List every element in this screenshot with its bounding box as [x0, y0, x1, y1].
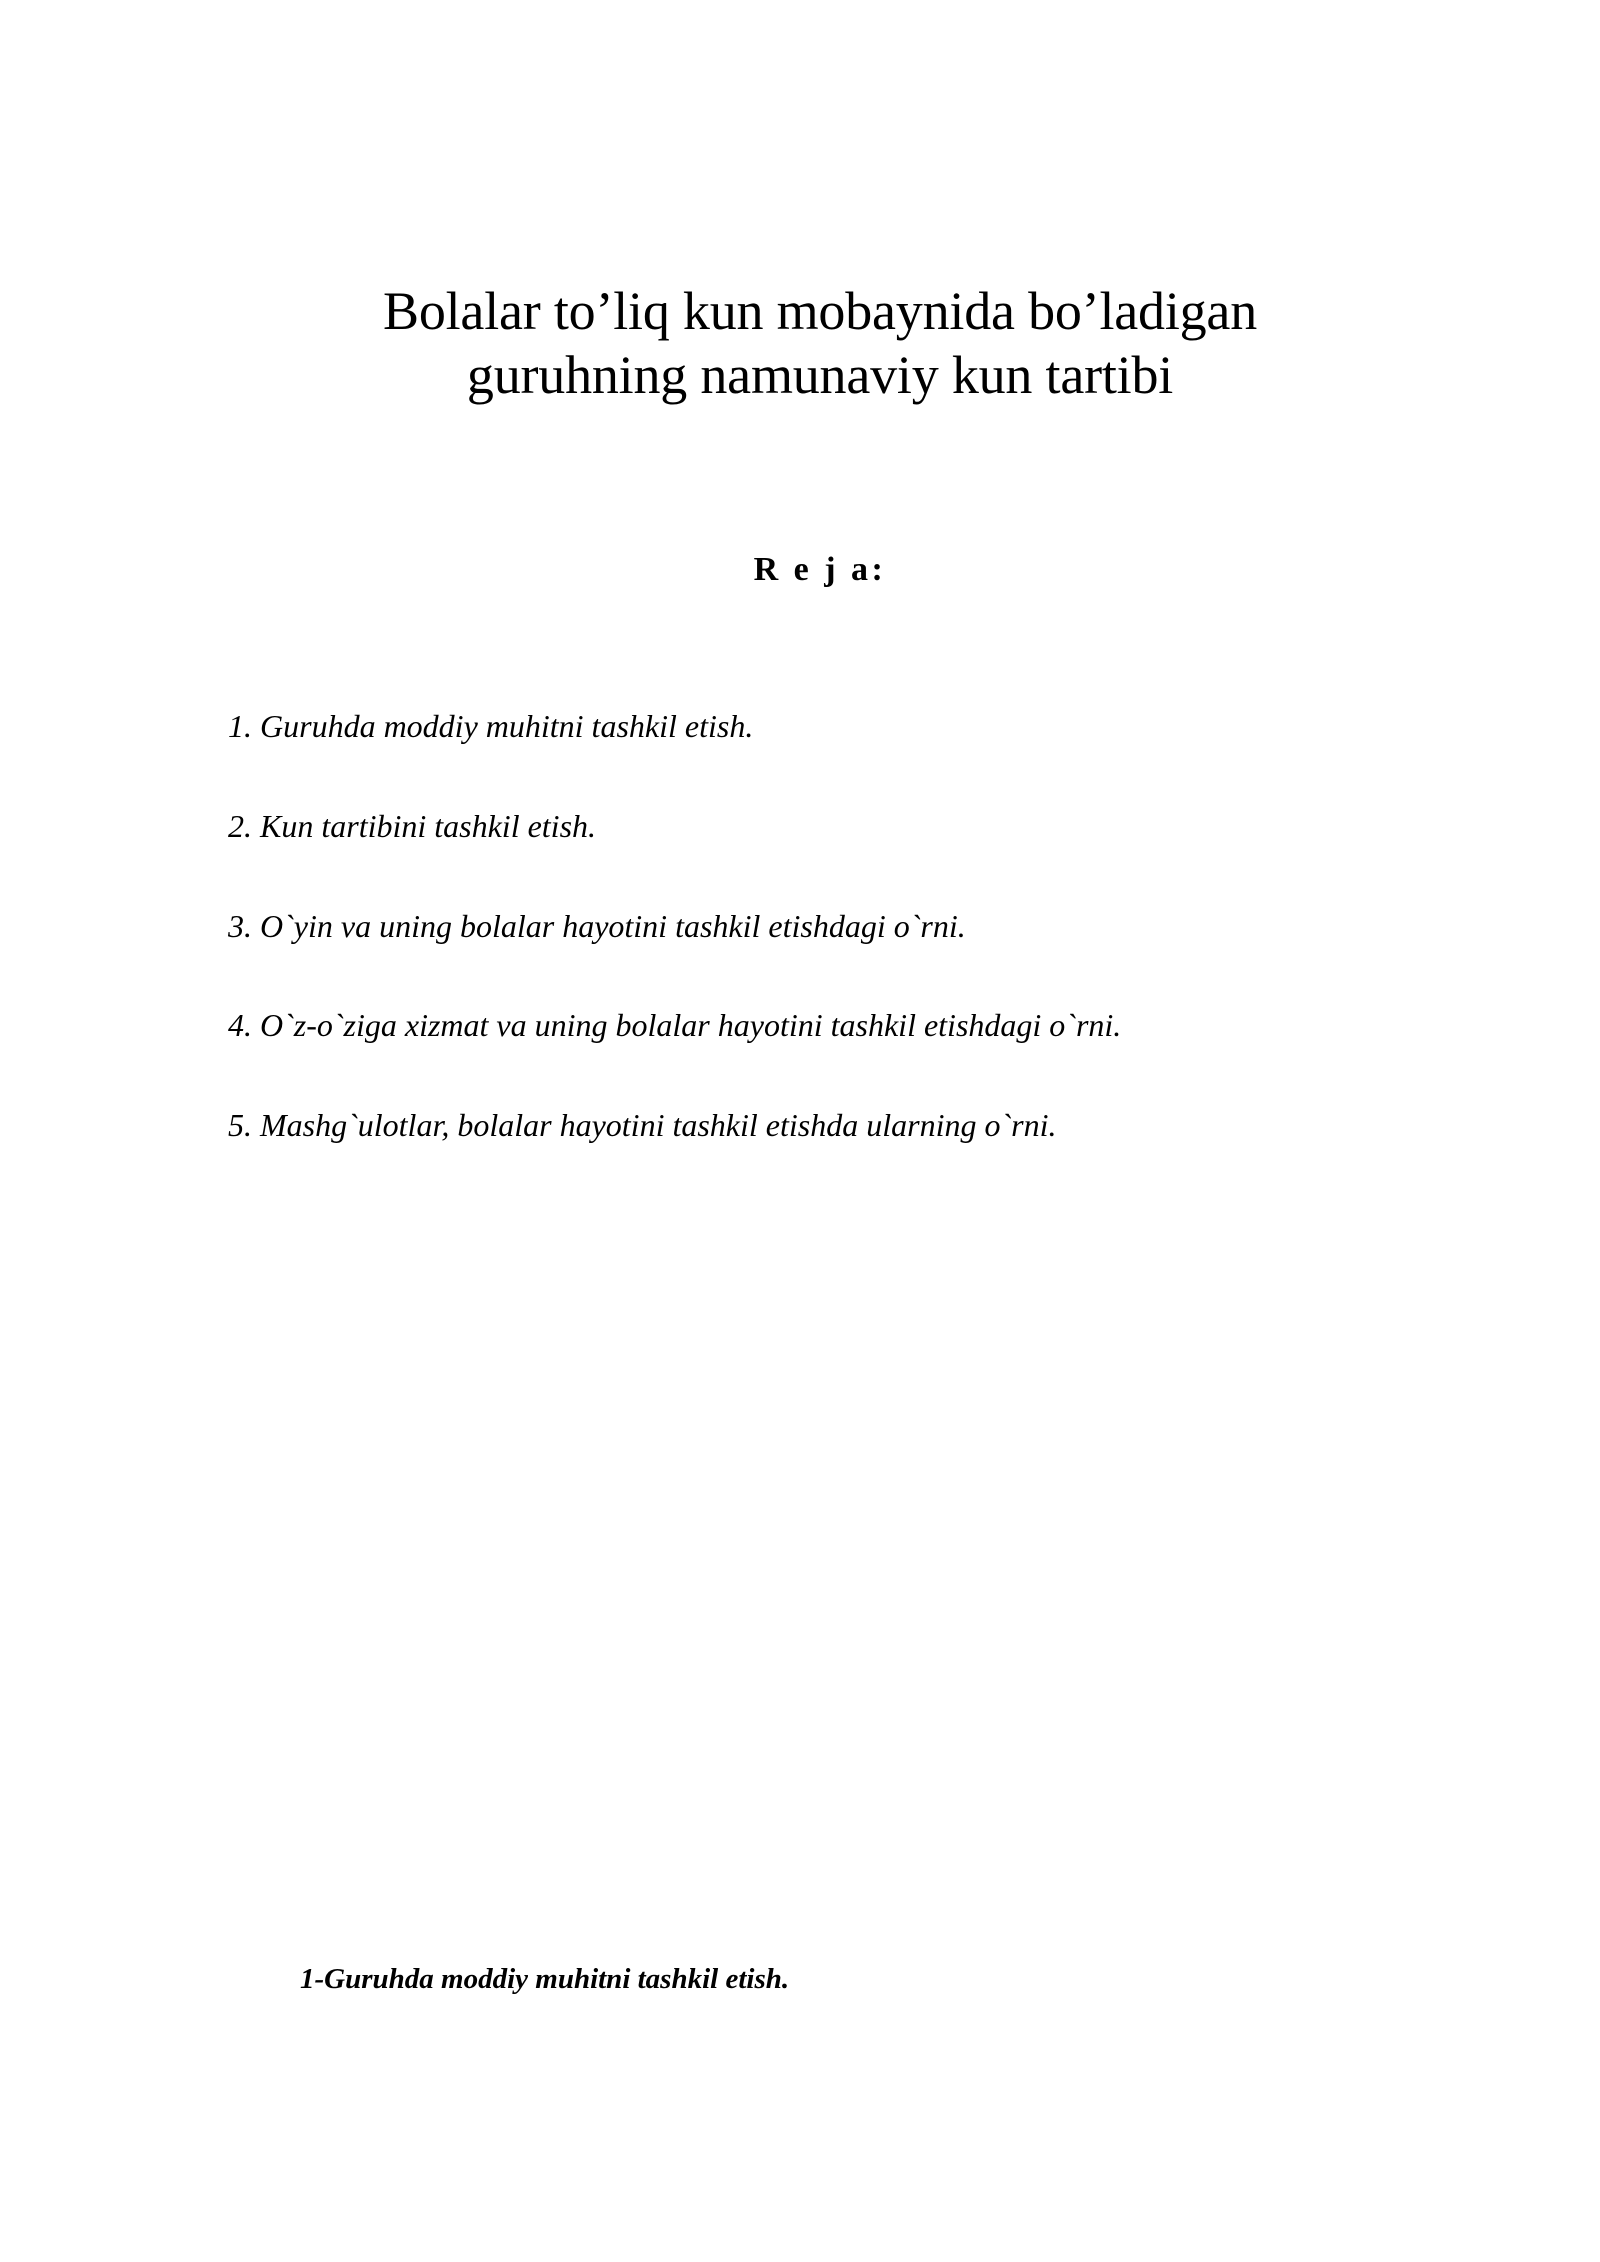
plan-list-item-4: 4. O`z-o`ziga xizmat va uning bolalar hayotini tashkil etishdagi o`rni. [228, 1007, 1122, 1044]
page-title [200, 280, 1440, 407]
section-heading: 1-Guruhda moddiy muhitni tashkil etish. [300, 1963, 790, 1995]
plan-list [228, 708, 1448, 1144]
plan-list-item-2: 2. Kun tartibini tashkil etish. [228, 807, 597, 844]
plan-heading: R e j a: [753, 551, 887, 588]
page-title-line-1: Bolalar to’liq kun mobaynida bo’ladigan [383, 281, 1257, 342]
plan-list-item-3: 3. O`yin va uning bolalar hayotini tashkil etishdagi o`rni. [228, 907, 966, 944]
page-title-line-2: guruhning namunaviy kun tartibi [466, 344, 1174, 405]
plan-list-item-1: 1. Guruhda moddiy muhitni tashkil etish. [228, 708, 754, 744]
plan-list-item-5: 5. Mashg`ulotlar, bolalar hayotini tashkil etishda ularning o`rni. [228, 1107, 1057, 1144]
